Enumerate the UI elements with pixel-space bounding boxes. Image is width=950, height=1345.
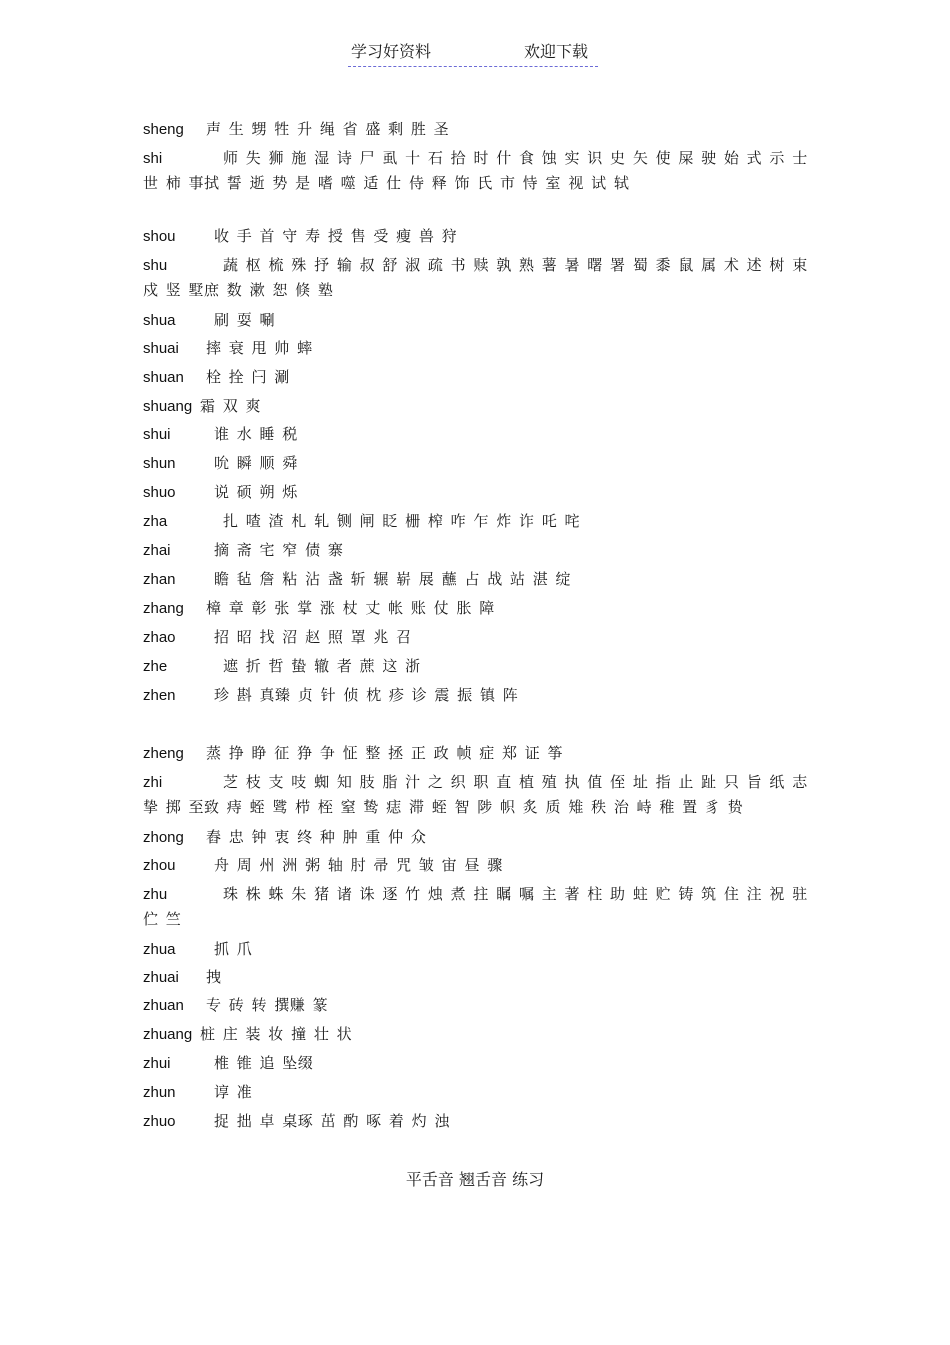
character-list: 舟 周 州 洲 粥 轴 肘 帚 咒 皱 宙 昼 骤	[214, 856, 503, 874]
character-list: 桩 庄 装 妆 撞 壮 状	[200, 1025, 353, 1043]
pinyin-label: zhuan	[143, 997, 184, 1014]
pinyin-label: zhang	[143, 600, 184, 617]
character-list: 摔 衰 甩 帅 蟀	[206, 339, 313, 357]
entry-shu	[143, 253, 808, 303]
pinyin-label: shu	[143, 257, 168, 274]
character-list: 师 失 狮 施 湿 诗 尸 虱 十 石 拾 时 什 食 蚀 实 识 史 矢 使 屎 驶 始 式 示 士 世 柿 事拭 誓 逝 势 是 嗜 噬 适 仕 侍 释 饰 氏 市 恃 室 视 试 轼	[143, 149, 808, 192]
character-list: 刷 耍 唰	[214, 311, 276, 329]
pinyin-label: zhu	[143, 886, 168, 903]
pinyin-label: zhua	[143, 941, 176, 958]
entry-zhuan	[143, 993, 808, 1018]
character-list: 霜 双 爽	[200, 397, 262, 415]
pinyin-label: shi	[143, 150, 163, 167]
entry-zhan	[143, 567, 808, 592]
character-list: 吮 瞬 顺 舜	[214, 454, 298, 472]
entry-zhen	[143, 683, 808, 708]
entry-zhe	[143, 654, 808, 679]
pinyin-label: zhuang	[143, 1026, 193, 1043]
entry-shou	[143, 224, 808, 249]
entry-zhang	[143, 596, 808, 621]
header-title-left: 学习好资料	[351, 42, 432, 61]
character-list: 舂 忠 钟 衷 终 种 肿 重 仲 众	[206, 828, 427, 846]
character-list: 芝 枝 支 吱 蜘 知 肢 脂 汁 之 织 职 直 植 殖 执 值 侄 址 指 止 趾 只 旨 纸 志 挚 掷 至致 痔 蛭 骘 栉 桎 窒 鸷 痣 滞 蛭 智 陟 帜 炙 质 雉 秩 治 峙 稚 置 豸 贽	[143, 773, 808, 816]
character-list: 蔬 枢 梳 殊 抒 输 叔 舒 淑 疏 书 赎 孰 熟 薯 暑 曙 署 蜀 黍 鼠 属 术 述 树 束 戍 竖 墅庶 数 漱 恕 倏 塾	[143, 256, 808, 299]
character-list: 遮 折 哲 蛰 辙 者 蔗 这 浙	[223, 657, 421, 675]
entry-zhou	[143, 853, 808, 878]
entry-zhuo	[143, 1109, 808, 1134]
character-list: 栓 拴 闩 涮	[206, 368, 290, 386]
pinyin-label: zhen	[143, 687, 176, 704]
pinyin-label: shuo	[143, 484, 176, 501]
entry-shuai	[143, 336, 808, 361]
character-list: 谆 准	[214, 1083, 253, 1101]
pinyin-label: shou	[143, 228, 176, 245]
character-list: 专 砖 转 撰赚 篆	[206, 996, 329, 1014]
character-list: 珍 斟 真臻 贞 针 侦 枕 疹 诊 震 振 镇 阵	[214, 686, 519, 704]
pinyin-label: zha	[143, 513, 168, 530]
character-list: 声 生 甥 牲 升 绳 省 盛 剩 胜 圣	[206, 120, 450, 138]
page-header	[348, 40, 598, 67]
pinyin-label: shuan	[143, 369, 184, 386]
pinyin-label: zhai	[143, 542, 171, 559]
pinyin-label: shui	[143, 426, 171, 443]
character-list: 珠 株 蛛 朱 猪 诸 诛 逐 竹 烛 煮 拄 瞩 嘱 主 著 柱 助 蛀 贮 铸 筑 住 注 祝 驻 伫 竺	[143, 885, 808, 928]
character-list: 抓 爪	[214, 940, 253, 958]
pinyin-label: sheng	[143, 121, 184, 138]
entry-zhuai	[143, 965, 808, 990]
entry-zhui	[143, 1051, 808, 1076]
character-list: 收 手 首 守 寿 授 售 受 瘦 兽 狩	[214, 227, 458, 245]
entry-shun	[143, 451, 808, 476]
entry-zhi	[143, 770, 808, 820]
entry-shuo	[143, 480, 808, 505]
pinyin-label: shuang	[143, 398, 193, 415]
pinyin-label: zhui	[143, 1055, 171, 1072]
entry-zheng	[143, 741, 808, 766]
entry-shua	[143, 308, 808, 333]
pinyin-label: zhun	[143, 1084, 176, 1101]
entry-zha	[143, 509, 808, 534]
pinyin-label: shua	[143, 312, 176, 329]
entry-shi	[143, 146, 808, 196]
character-list: 招 昭 找 沼 赵 照 罩 兆 召	[214, 628, 412, 646]
pinyin-label: zhan	[143, 571, 176, 588]
character-list: 拽	[206, 968, 222, 986]
character-list: 说 硕 朔 烁	[214, 483, 298, 501]
pinyin-label: zhuai	[143, 969, 179, 986]
character-list: 捉 拙 卓 桌琢 茁 酌 啄 着 灼 浊	[214, 1112, 450, 1130]
character-list: 扎 喳 渣 札 轧 铡 闸 眨 栅 榨 咋 乍 炸 诈 吒 咤	[223, 512, 581, 530]
entry-zhuang	[143, 1022, 808, 1047]
entry-zhong	[143, 825, 808, 850]
entry-shuang	[143, 394, 808, 419]
pinyin-label: shuai	[143, 340, 179, 357]
character-list: 瞻 毡 詹 粘 沾 盏 斩 辗 崭 展 蘸 占 战 站 湛 绽	[214, 570, 572, 588]
character-list: 谁 水 睡 税	[214, 425, 298, 443]
entry-shui	[143, 422, 808, 447]
character-list: 摘 斋 宅 窄 债 寨	[214, 541, 344, 559]
pinyin-label: zhi	[143, 774, 163, 791]
pinyin-label: shun	[143, 455, 176, 472]
entry-zhao	[143, 625, 808, 650]
entry-zhu	[143, 882, 808, 932]
header-title-right: 欢迎下载	[524, 42, 589, 61]
character-list: 椎 锥 追 坠缀	[214, 1054, 314, 1072]
pinyin-label: zhuo	[143, 1113, 176, 1130]
entry-zhun	[143, 1080, 808, 1105]
pinyin-label: zhao	[143, 629, 176, 646]
entry-shuan	[143, 365, 808, 390]
pinyin-label: zhong	[143, 829, 184, 846]
pinyin-label: zheng	[143, 745, 184, 762]
pinyin-label: zhou	[143, 857, 176, 874]
pinyin-label: zhe	[143, 658, 168, 675]
character-list: 蒸 挣 睁 征 狰 争 怔 整 拯 正 政 帧 症 郑 证 筝	[206, 744, 564, 762]
entry-zhai	[143, 538, 808, 563]
page-footer-title: 平舌音 翘舌音 练习	[405, 1170, 545, 1189]
entry-zhua	[143, 937, 808, 962]
character-list: 樟 章 彰 张 掌 涨 杖 丈 帐 账 仗 胀 障	[206, 599, 495, 617]
entry-sheng	[143, 117, 808, 142]
